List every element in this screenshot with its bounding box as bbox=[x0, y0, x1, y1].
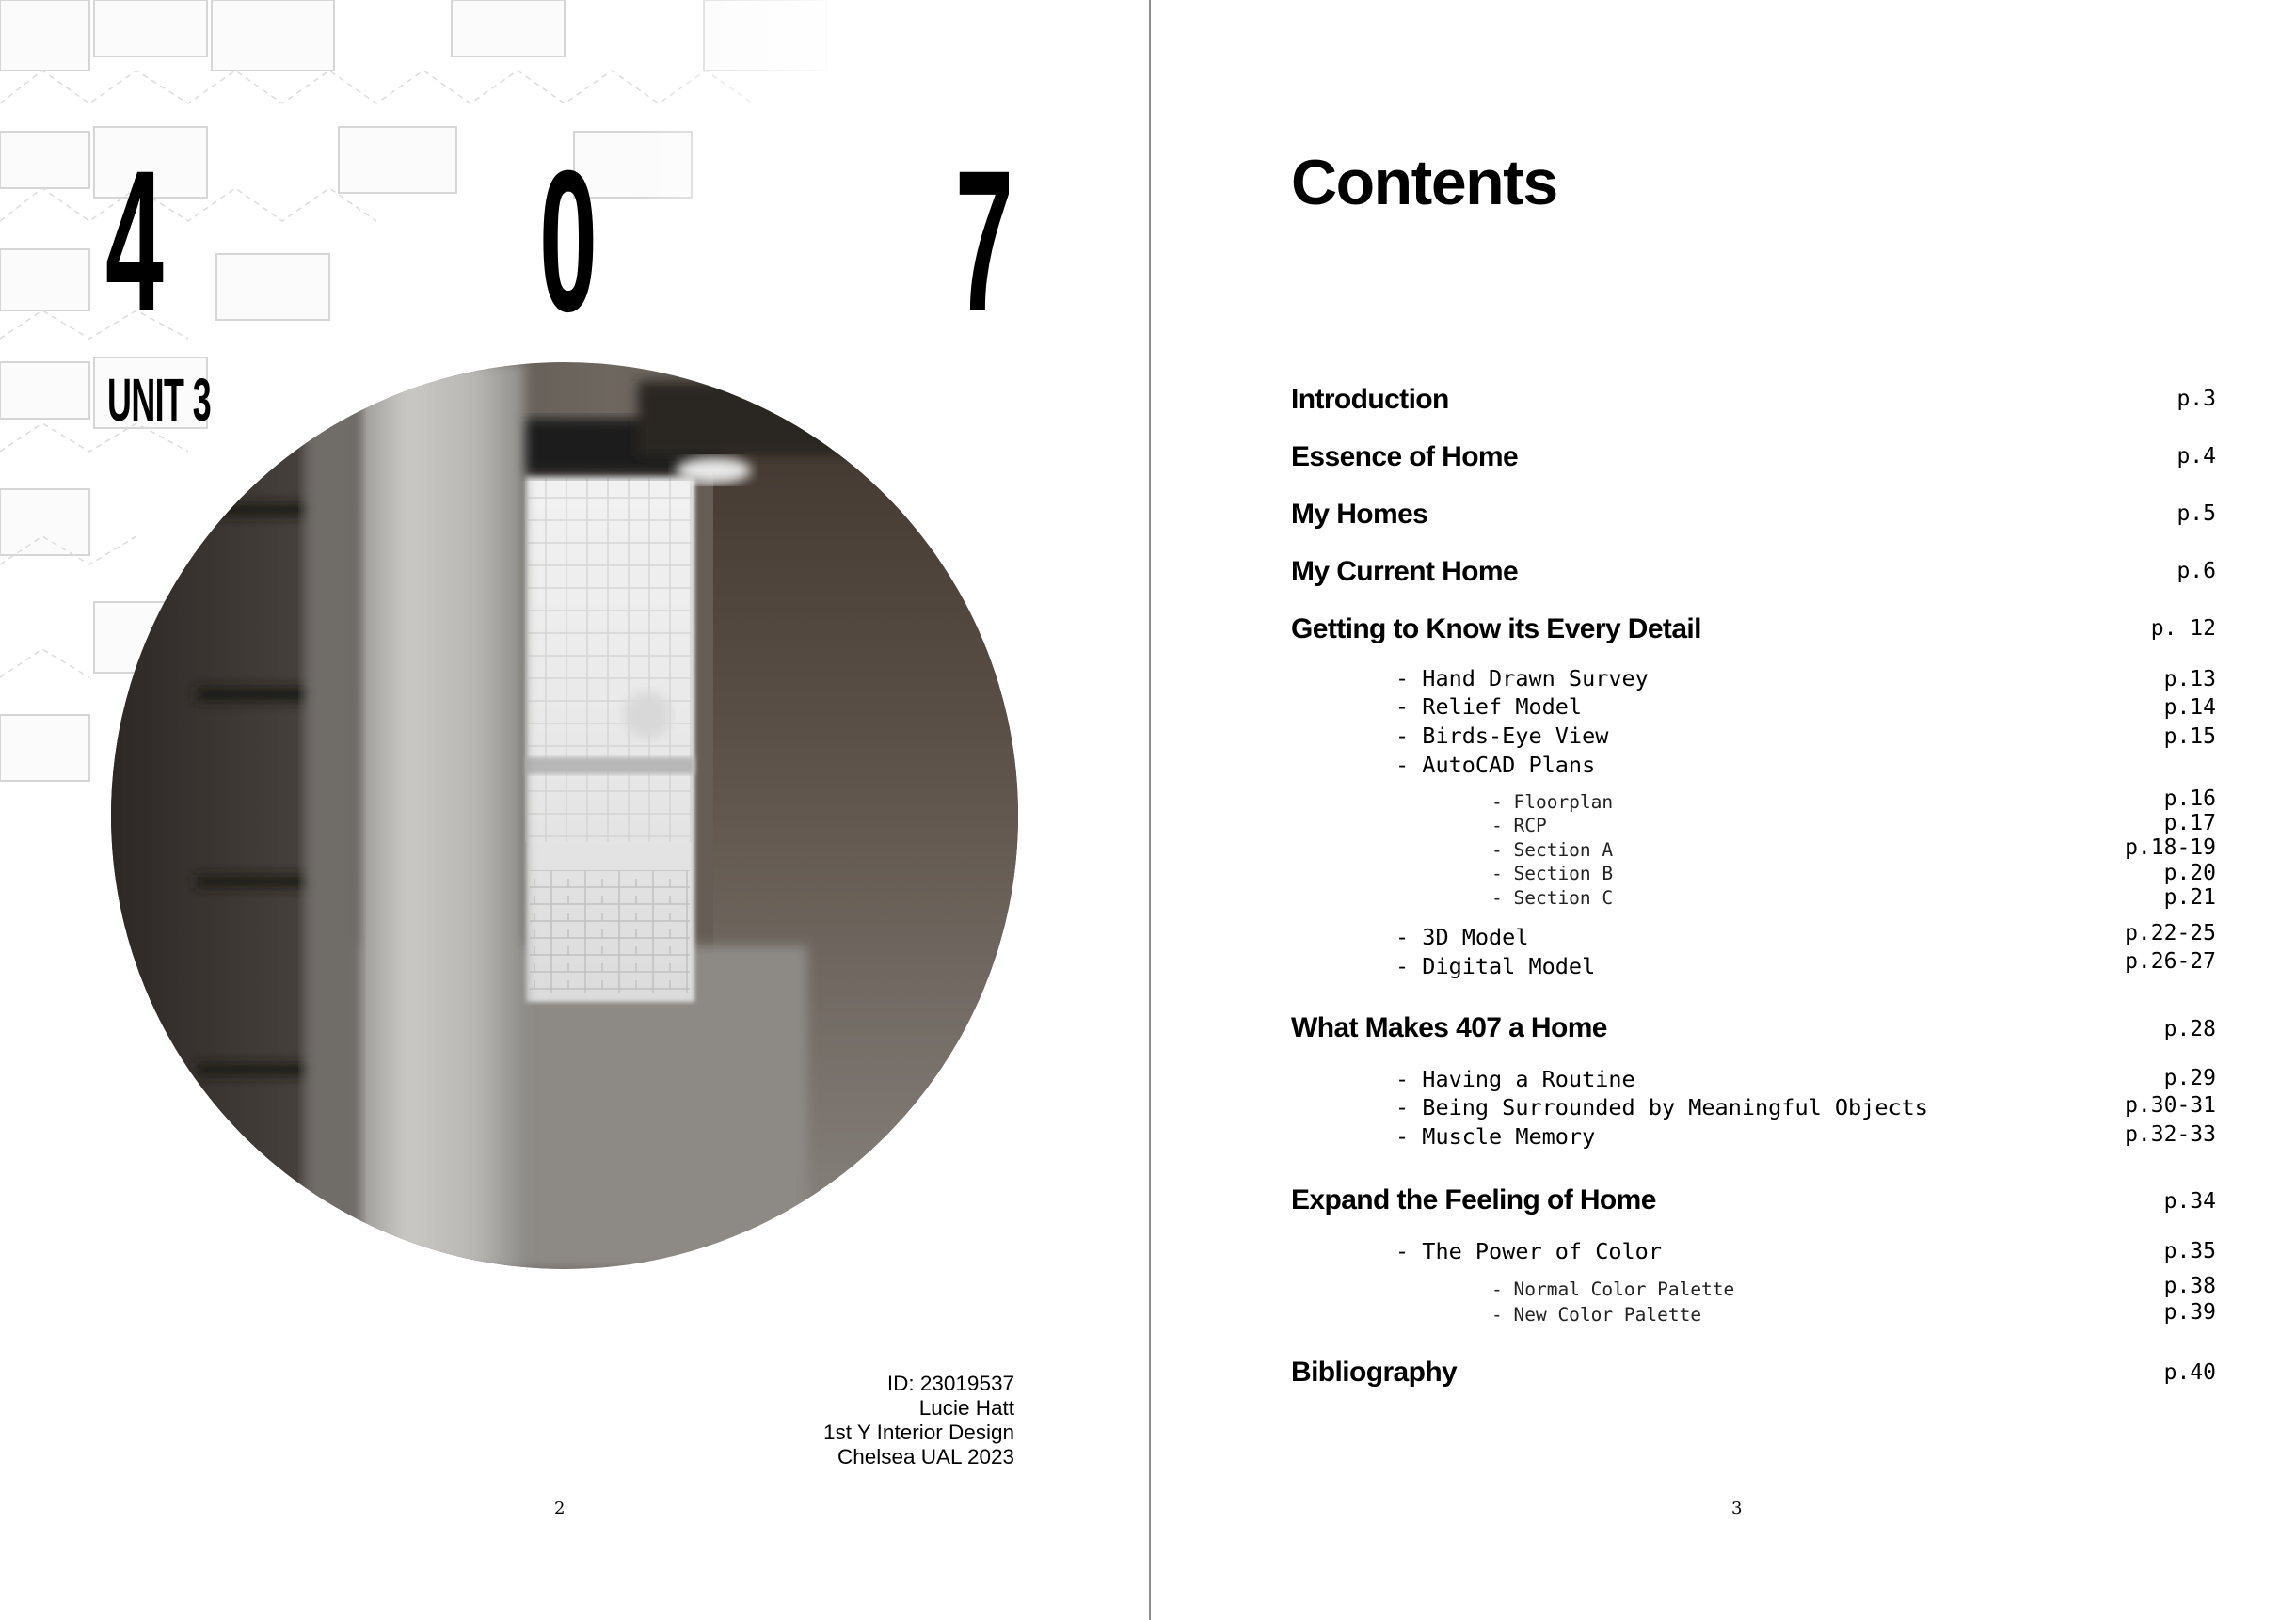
toc-sub-meaningful-objects[interactable]: - Being Surrounded by Meaningful Objects bbox=[1395, 1094, 1928, 1120]
toc-hand-drawn-survey-page: p.13 bbox=[2163, 667, 2216, 691]
page-number-right: 3 bbox=[1731, 1499, 1743, 1518]
toc-page-column bbox=[1840, 0, 2216, 1620]
toc-sub-relief-model[interactable]: - Relief Model bbox=[1395, 693, 1583, 720]
toc-sub-hand-drawn-survey[interactable]: - Hand Drawn Survey bbox=[1395, 665, 1649, 691]
toc-essence-title[interactable]: Essence of Home bbox=[1291, 441, 1519, 472]
toc-sub-power-of-color[interactable]: - The Power of Color bbox=[1395, 1238, 1662, 1264]
toc-bibliography-title[interactable]: Bibliography bbox=[1291, 1357, 1458, 1388]
toc-what-makes-page: p.28 bbox=[2163, 1017, 2216, 1041]
toc-subsub-section-b[interactable]: - Section B bbox=[1491, 863, 1614, 884]
photo-circle-image bbox=[111, 362, 1018, 1269]
toc-bibliography-page: p.40 bbox=[2163, 1360, 2216, 1385]
toc-subsub-floorplan[interactable]: - Floorplan bbox=[1491, 791, 1614, 813]
toc-subsub-section-a[interactable]: - Section A bbox=[1491, 839, 1614, 861]
school-name: Chelsea UAL 2023 bbox=[837, 1445, 1014, 1469]
toc-sub-digital-model[interactable]: - Digital Model bbox=[1395, 953, 1596, 979]
toc-meaningful-objects-page: p.30-31 bbox=[2125, 1093, 2216, 1118]
toc-subsub-new-color-palette[interactable]: - New Color Palette bbox=[1491, 1304, 1702, 1326]
toc-current-home-title[interactable]: My Current Home bbox=[1291, 556, 1519, 587]
toc-power-of-color-page: p.35 bbox=[2163, 1239, 2216, 1263]
author-credits bbox=[823, 1372, 1014, 1469]
toc-new-color-palette-page: p.39 bbox=[2163, 1300, 2216, 1325]
toc-section-a-page: p.18-19 bbox=[2125, 835, 2216, 860]
toc-floorplan-page: p.16 bbox=[2163, 786, 2216, 811]
title-digit-zero: 0 bbox=[539, 129, 597, 354]
toc-sub-muscle-memory[interactable]: - Muscle Memory bbox=[1395, 1123, 1596, 1150]
toc-sub-autocad-plans[interactable]: - AutoCAD Plans bbox=[1395, 752, 1596, 778]
author-name: Lucie Hatt bbox=[918, 1396, 1014, 1420]
student-id: ID: 23019537 bbox=[886, 1372, 1014, 1395]
toc-birds-eye-view-page: p.15 bbox=[2163, 724, 2216, 749]
unit-label: UNIT 3 bbox=[107, 366, 212, 434]
toc-relief-model-page: p.14 bbox=[2163, 695, 2216, 720]
toc-expand-title[interactable]: Expand the Feeling of Home bbox=[1291, 1184, 1656, 1215]
toc-expand-page: p.34 bbox=[2163, 1189, 2216, 1214]
title-digit-seven: 7 bbox=[955, 129, 1012, 354]
right-page bbox=[1151, 0, 2296, 1620]
toc-normal-color-palette-page: p.38 bbox=[2163, 1274, 2216, 1298]
toc-subsub-section-c[interactable]: - Section C bbox=[1491, 887, 1614, 909]
toc-getting-to-know-title[interactable]: Getting to Know its Every Detail bbox=[1291, 613, 1701, 644]
toc-introduction-page: p.3 bbox=[2176, 387, 2216, 411]
toc-essence-page: p.4 bbox=[2176, 444, 2216, 469]
toc-introduction-title[interactable]: Introduction bbox=[1291, 384, 1449, 415]
toc-sub-having-a-routine[interactable]: - Having a Routine bbox=[1395, 1066, 1635, 1092]
toc-subsub-rcp[interactable]: - RCP bbox=[1491, 815, 1547, 836]
title-digit-four: 4 bbox=[105, 129, 163, 354]
toc-muscle-memory-page: p.32-33 bbox=[2125, 1122, 2216, 1147]
toc-subsub-normal-color-palette[interactable]: - Normal Color Palette bbox=[1491, 1279, 1735, 1300]
contents-heading: Contents bbox=[1291, 147, 1557, 218]
toc-digital-model-page: p.26-27 bbox=[2125, 949, 2216, 974]
course-name: 1st Y Interior Design bbox=[822, 1421, 1014, 1444]
toc-section-b-page: p.20 bbox=[2163, 861, 2216, 885]
toc-rcp-page: p.17 bbox=[2163, 811, 2216, 835]
toc-3d-model-page: p.22-25 bbox=[2125, 921, 2216, 945]
toc-sub-3d-model[interactable]: - 3D Model bbox=[1395, 924, 1529, 950]
toc-my-homes-title[interactable]: My Homes bbox=[1291, 499, 1428, 530]
toc-having-a-routine-page: p.29 bbox=[2163, 1066, 2216, 1090]
toc-my-homes-page: p.5 bbox=[2176, 501, 2216, 526]
toc-what-makes-title[interactable]: What Makes 407 a Home bbox=[1291, 1012, 1607, 1043]
page-number-left: 2 bbox=[554, 1499, 566, 1518]
toc-section-c-page: p.21 bbox=[2163, 885, 2216, 910]
toc-getting-to-know-page: p. 12 bbox=[2150, 616, 2216, 641]
toc-sub-birds-eye-view[interactable]: - Birds-Eye View bbox=[1395, 723, 1609, 749]
toc-current-home-page: p.6 bbox=[2176, 559, 2216, 583]
